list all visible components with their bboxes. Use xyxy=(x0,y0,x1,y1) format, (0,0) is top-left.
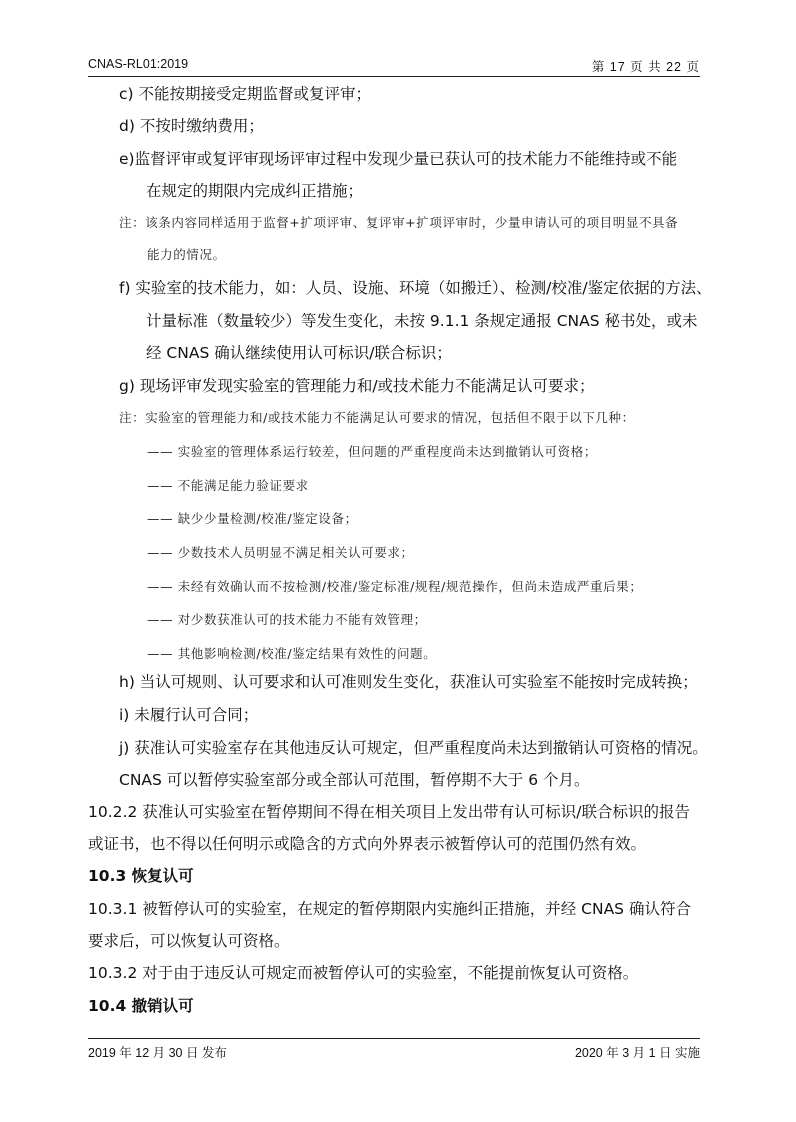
footer-rule xyxy=(88,1038,700,1039)
item-j: j) 获准认可实验室存在其他违反认可规定，但严重程度尚未达到撤销认可资格的情况。 xyxy=(119,739,708,757)
item-g: g) 现场评审发现实验室的管理能力和/或技术能力不能满足认可要求； xyxy=(119,377,595,395)
item-d: d) 不按时缴纳费用； xyxy=(119,117,264,135)
note-2-item-1: —— 实验室的管理体系运行较差，但问题的严重程度尚未达到撤销认可资格； xyxy=(147,444,597,459)
item-i: i) 未履行认可合同； xyxy=(119,706,259,724)
item-f-line1: f) 实验室的技术能力，如：人员、设施、环境（如搬迁）、检测/校准/鉴定依据的方法、 xyxy=(119,279,712,297)
clause-10-2-2-line1: 10.2.2 获准认可实验室在暂停期间不得在相关项目上发出带有认可标识/联合标识的报告 xyxy=(88,803,690,821)
clause-10-3-1-line2: 要求后，可以恢复认可资格。 xyxy=(88,932,290,950)
page-number: 第 17 页 共 22 页 xyxy=(591,60,700,74)
item-h: h) 当认可规则、认可要求和认可准则发生变化，获准认可实验室不能按时完成转换； xyxy=(119,673,698,691)
item-e-line2: 在规定的期限内完成纠正措施； xyxy=(146,182,364,200)
clause-10-3-2: 10.3.2 对于由于违反认可规定而被暂停认可的实验室，不能提前恢复认可资格。 xyxy=(88,964,639,982)
note-2-item-6: —— 对少数获准认可的技术能力不能有效管理； xyxy=(147,612,427,627)
header-rule xyxy=(88,76,700,77)
item-c: c) 不能按期接受定期监督或复评审； xyxy=(119,85,371,103)
section-heading-10-3: 10.3 恢复认可 xyxy=(88,867,194,885)
note-2-item-5: —— 未经有效确认而不按检测/校准/鉴定标准/规程/规范操作，但尚未造成严重后果； xyxy=(147,579,643,594)
clause-10-3-1-line1: 10.3.1 被暂停认可的实验室，在规定的暂停期限内实施纠正措施，并经 CNAS 确认符合 xyxy=(88,900,691,918)
item-e-line1: e)监督评审或复评审现场评审过程中发现少量已获认可的技术能力不能维持或不能 xyxy=(119,150,678,168)
note-2-item-3: —— 缺少少量检测/校准/鉴定设备； xyxy=(147,511,358,526)
effective-date: 2020 年 3 月 1 日 实施 xyxy=(574,1046,700,1060)
item-f-line2: 计量标准（数量较少）等发生变化，未按 9.1.1 条规定通报 CNAS 秘书处，或未 xyxy=(146,312,698,330)
page-header xyxy=(88,57,700,75)
note-2: 注：实验室的管理能力和/或技术能力不能满足认可要求的情况，包括但不限于以下几种： xyxy=(119,410,635,425)
note-1-line2: 能力的情况。 xyxy=(147,247,226,262)
issue-date: 2019 年 12 月 30 日 发布 xyxy=(88,1046,227,1060)
note-1-line1: 注：该条内容同样适用于监督+扩项评审、复评审+扩项评审时，少量申请认可的项目明显不具备 xyxy=(119,215,679,230)
suspension-period-text: CNAS 可以暂停实验室部分或全部认可范围，暂停期不大于 6 个月。 xyxy=(119,771,590,789)
note-2-item-2: —— 不能满足能力验证要求 xyxy=(147,478,309,493)
item-f-line3: 经 CNAS 确认继续使用认可标识/联合标识； xyxy=(146,344,452,362)
section-heading-10-4: 10.4 撤销认可 xyxy=(88,997,194,1015)
note-2-item-4: —— 少数技术人员明显不满足相关认可要求； xyxy=(147,545,414,560)
note-2-item-7: —— 其他影响检测/校准/鉴定结果有效性的问题。 xyxy=(147,646,437,661)
clause-10-2-2-line2: 或证书，也不得以任何明示或隐含的方式向外界表示被暂停认可的范围仍然有效。 xyxy=(88,835,647,853)
doc-code: CNAS-RL01:2019 xyxy=(88,57,189,71)
